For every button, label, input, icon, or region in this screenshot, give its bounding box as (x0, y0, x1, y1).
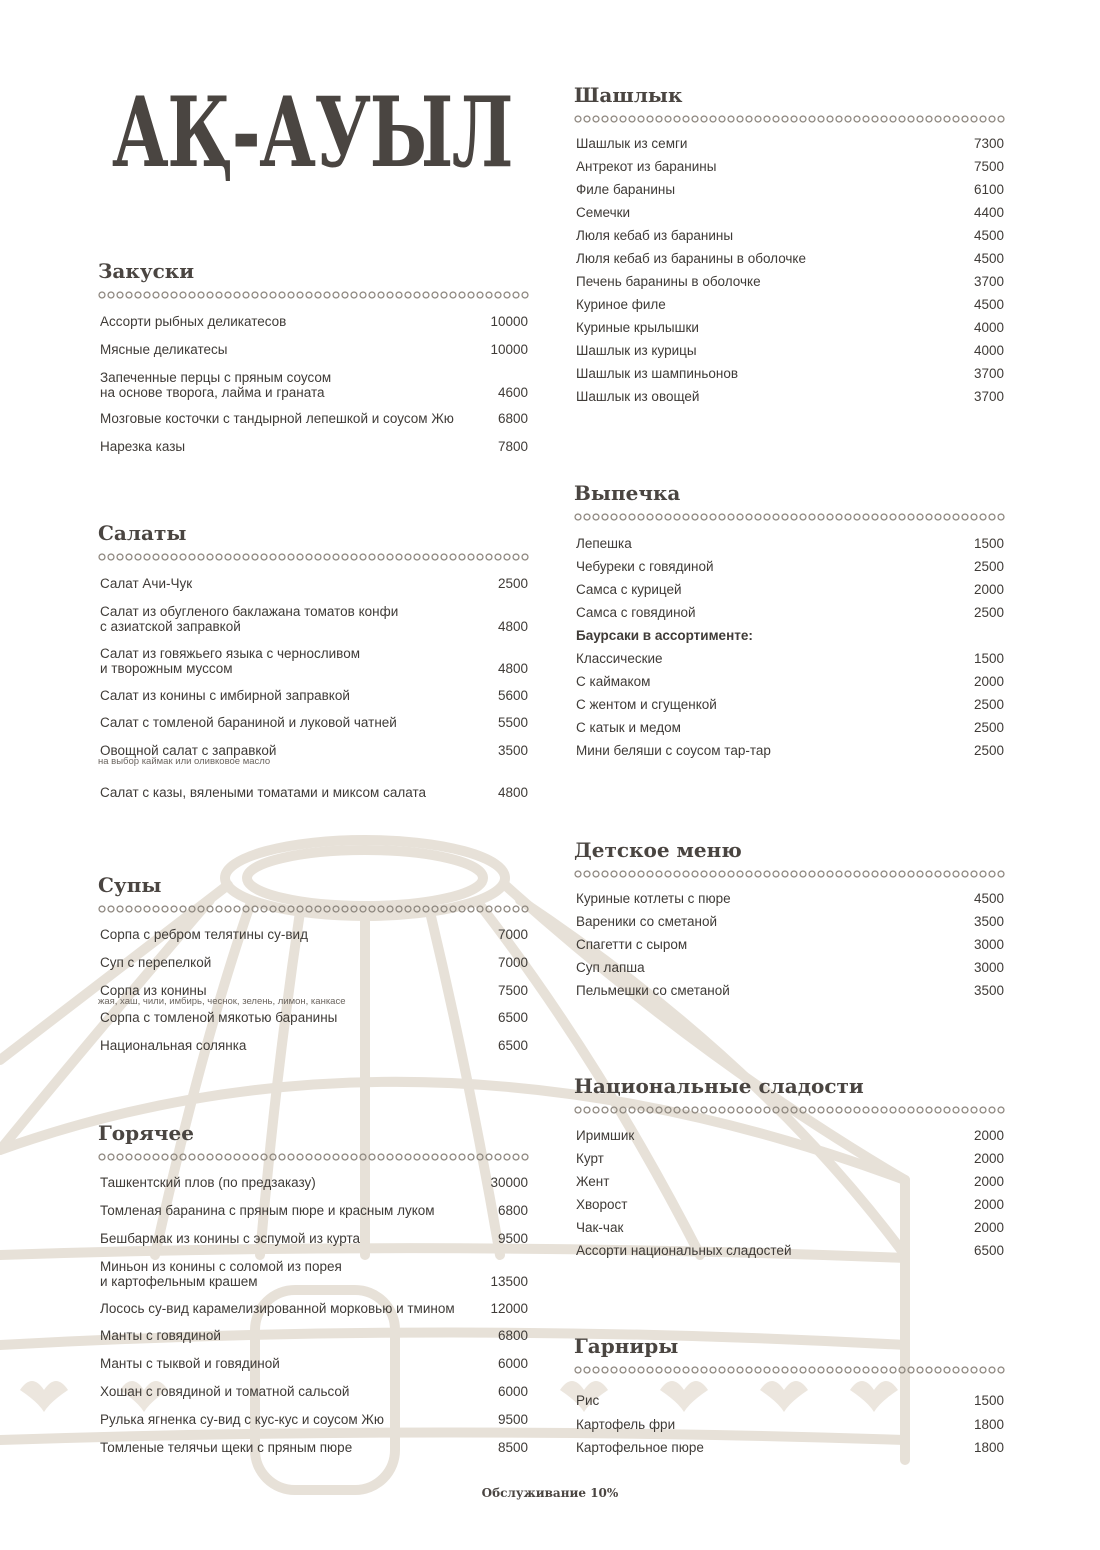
section-title: Выпечка (574, 481, 681, 505)
ornament-divider (574, 869, 1006, 879)
section-title: Салаты (98, 521, 187, 545)
item-note: на выбор каймак или оливковое масло (98, 756, 271, 767)
section-title: Закуски (98, 259, 195, 283)
item-price: 7000 (497, 927, 528, 942)
item-name: Суп лапша (576, 960, 645, 975)
item-name: Салат с казы, вялеными томатами и миксом салата (100, 785, 426, 800)
item-name: Самса с курицей (576, 582, 682, 597)
item-name: Антрекот из баранины (576, 159, 717, 174)
item-name: Лепешка (576, 536, 632, 551)
item-name: Ассорти рыбных деликатесов (100, 314, 287, 329)
item-price: 7300 (973, 136, 1004, 151)
item-price: 4500 (973, 251, 1004, 266)
item-name: Картофельное пюре (576, 1440, 704, 1455)
item-name: Куриные котлеты с пюре (576, 891, 731, 906)
section-garniry (574, 1333, 1006, 1455)
item-name: Миньон из конины с соломой из порея и картофельным крашем (100, 1259, 342, 1289)
section-goryachee (98, 1120, 530, 1455)
item-price: 2000 (973, 674, 1004, 689)
item-name: Суп с перепелкой (100, 955, 212, 970)
section-shashlyk (574, 82, 1006, 404)
item-price: 9500 (497, 1412, 528, 1427)
item-name: Баурсаки в ассортименте: (576, 628, 753, 643)
item-price: 7000 (497, 955, 528, 970)
item-price: 4500 (973, 228, 1004, 243)
item-name: Семечки (576, 205, 631, 220)
item-name: Салат с томленой бараниной и луковой чатней (100, 715, 397, 730)
item-price: 2000 (973, 1174, 1004, 1189)
item-price: 3500 (973, 914, 1004, 929)
item-name: Нарезка казы (100, 439, 186, 454)
item-note: жая, хаш, чили, имбирь, чеснок, зелень, лимон, канкасе (98, 996, 346, 1007)
item-price: 6800 (497, 411, 528, 426)
item-price: 4800 (497, 619, 528, 634)
section-title: Детское меню (574, 838, 742, 862)
item-price: 1500 (973, 1393, 1004, 1408)
item-price: 3700 (973, 389, 1004, 404)
section-sladosti (574, 1073, 1006, 1258)
svg-text:АҚ-АУЫЛ: АҚ-АУЫЛ (112, 76, 512, 184)
item-name: Овощной салат с заправкой (100, 743, 277, 758)
item-name: Филе баранины (576, 182, 676, 197)
item-name: Салат из обугленого баклажана томатов конфи с азиатской заправкой (100, 604, 399, 634)
item-name: Куриные крылышки (576, 320, 699, 335)
item-name: Спагетти с сыром (576, 937, 688, 952)
item-price: 3500 (497, 743, 528, 758)
item-name: Хворост (576, 1197, 628, 1212)
item-name: Сорпа с томленой мякотью баранины (100, 1010, 338, 1025)
item-name: Мясные деликатесы (100, 342, 228, 357)
item-name: Национальная солянка (100, 1038, 247, 1053)
item-name: Хошан с говядиной и томатной сальсой (100, 1384, 350, 1399)
item-price: 2500 (973, 559, 1004, 574)
item-price: 4400 (973, 205, 1004, 220)
item-price: 5600 (497, 688, 528, 703)
item-price: 2500 (973, 697, 1004, 712)
item-price: 4600 (497, 385, 528, 400)
item-price: 13500 (490, 1274, 528, 1289)
item-price: 4500 (973, 891, 1004, 906)
item-price: 8500 (497, 1440, 528, 1455)
ornament-divider (98, 552, 530, 562)
item-name: С жентом и сгущенкой (576, 697, 717, 712)
item-price: 2000 (973, 1220, 1004, 1235)
item-name: Пельмешки со сметаной (576, 983, 730, 998)
item-name: Мозговые косточки с тандырной лепешкой и соусом Жю (100, 411, 454, 426)
item-price: 3000 (973, 960, 1004, 975)
item-name: Шашлык из семги (576, 136, 688, 151)
ornament-divider (574, 114, 1006, 124)
item-name: Чебуреки с говядиной (576, 559, 714, 574)
item-price: 2500 (973, 720, 1004, 735)
item-price: 1500 (973, 651, 1004, 666)
item-name: Шашлык из курицы (576, 343, 697, 358)
item-price: 3700 (973, 274, 1004, 289)
item-price: 2000 (973, 582, 1004, 597)
item-price: 4800 (497, 785, 528, 800)
item-price: 12000 (490, 1301, 528, 1316)
ornament-divider (98, 290, 530, 300)
item-price: 4000 (973, 343, 1004, 358)
item-name: Самса с говядиной (576, 605, 696, 620)
section-title: Супы (98, 873, 162, 897)
item-price: 6500 (497, 1038, 528, 1053)
section-title: Горячее (98, 1121, 194, 1145)
item-price: 2500 (973, 743, 1004, 758)
item-name: Манты с говядиной (100, 1328, 221, 1343)
item-price: 6500 (497, 1010, 528, 1025)
item-price: 2000 (973, 1197, 1004, 1212)
item-name: Лосось су-вид карамелизированной морковью и тмином (100, 1301, 455, 1316)
restaurant-logo (108, 72, 518, 184)
item-price: 1800 (973, 1417, 1004, 1432)
item-price: 9500 (497, 1231, 528, 1246)
section-title: Национальные сладости (574, 1074, 864, 1098)
item-name: Рулька ягненка су-вид с кус-кус и соусом Жю (100, 1412, 385, 1427)
item-name: Люля кебаб из баранины в оболочке (576, 251, 807, 266)
section-zakuski (98, 258, 530, 454)
item-name: Печень баранины в оболочке (576, 274, 761, 289)
item-name: Сорпа с ребром телятины су-вид (100, 927, 308, 942)
item-name: Салат Ачи-Чук (100, 576, 193, 591)
item-price: 2000 (973, 1151, 1004, 1166)
item-name: Томленые телячьи щеки с пряным пюре (100, 1440, 353, 1455)
item-price: 4500 (973, 297, 1004, 312)
item-name: Ассорти национальных сладостей (576, 1243, 792, 1258)
item-price: 4000 (973, 320, 1004, 335)
section-vypechka (574, 480, 1006, 758)
item-price: 6000 (497, 1384, 528, 1399)
item-name: Салат из конины с имбирной заправкой (100, 688, 350, 703)
ornament-divider (574, 512, 1006, 522)
item-name: Классические (576, 651, 663, 666)
item-price: 3000 (973, 937, 1004, 952)
item-name: Вареники со сметаной (576, 914, 718, 929)
section-title: Гарниры (574, 1334, 679, 1358)
item-name: Манты с тыквой и говядиной (100, 1356, 280, 1371)
item-price: 6000 (497, 1356, 528, 1371)
section-supy (98, 872, 530, 1053)
item-name: С катык и медом (576, 720, 681, 735)
item-price: 7500 (973, 159, 1004, 174)
item-price: 2000 (973, 1128, 1004, 1143)
item-name: С каймаком (576, 674, 651, 689)
ornament-divider (98, 904, 530, 914)
item-price: 1500 (973, 536, 1004, 551)
item-price: 6800 (497, 1328, 528, 1343)
item-name: Ташкентский плов (по предзаказу) (100, 1175, 316, 1190)
ornament-divider (98, 1152, 530, 1162)
item-price: 7800 (497, 439, 528, 454)
item-name: Сорпа из конины (100, 983, 207, 998)
item-name: Томленая баранина с пряным пюре и красным луком (100, 1203, 435, 1218)
item-price: 1800 (973, 1440, 1004, 1455)
item-name: Запеченные перцы с пряным соусом на основе творога, лайма и граната (100, 370, 332, 400)
item-name: Мини беляши с соусом тар-тар (576, 743, 771, 758)
item-name: Картофель фри (576, 1417, 676, 1432)
item-name: Иримшик (576, 1128, 635, 1143)
item-name: Салат из говяжьего языка с черносливом и творожным муссом (100, 646, 360, 676)
item-price: 6500 (973, 1243, 1004, 1258)
item-price: 3700 (973, 366, 1004, 381)
section-detskoe-menu (574, 837, 1006, 998)
item-name: Куриное филе (576, 297, 666, 312)
item-price: 2500 (973, 605, 1004, 620)
item-name: Люля кебаб из баранины (576, 228, 734, 243)
item-price: 10000 (490, 314, 528, 329)
item-name: Бешбармак из конины с эспумой из курта (100, 1231, 361, 1246)
section-salaty (98, 520, 530, 800)
item-price: 4800 (497, 661, 528, 676)
item-name: Рис (576, 1393, 600, 1408)
item-price: 6800 (497, 1203, 528, 1218)
item-name: Шашлык из шампиньонов (576, 366, 739, 381)
ornament-divider (574, 1105, 1006, 1115)
item-name: Чак-чак (576, 1220, 624, 1235)
item-price: 2500 (497, 576, 528, 591)
item-price: 5500 (497, 715, 528, 730)
ornament-divider (574, 1365, 1006, 1375)
item-name: Шашлык из овощей (576, 389, 700, 404)
item-name: Жент (576, 1174, 610, 1189)
item-price: 10000 (490, 342, 528, 357)
item-price: 30000 (490, 1175, 528, 1190)
item-price: 3500 (973, 983, 1004, 998)
item-price: 6100 (973, 182, 1004, 197)
section-title: Шашлык (574, 83, 683, 107)
item-name: Курт (576, 1151, 604, 1166)
service-charge-note: Обслуживание 10% (481, 1486, 619, 1500)
item-price: 7500 (497, 983, 528, 998)
